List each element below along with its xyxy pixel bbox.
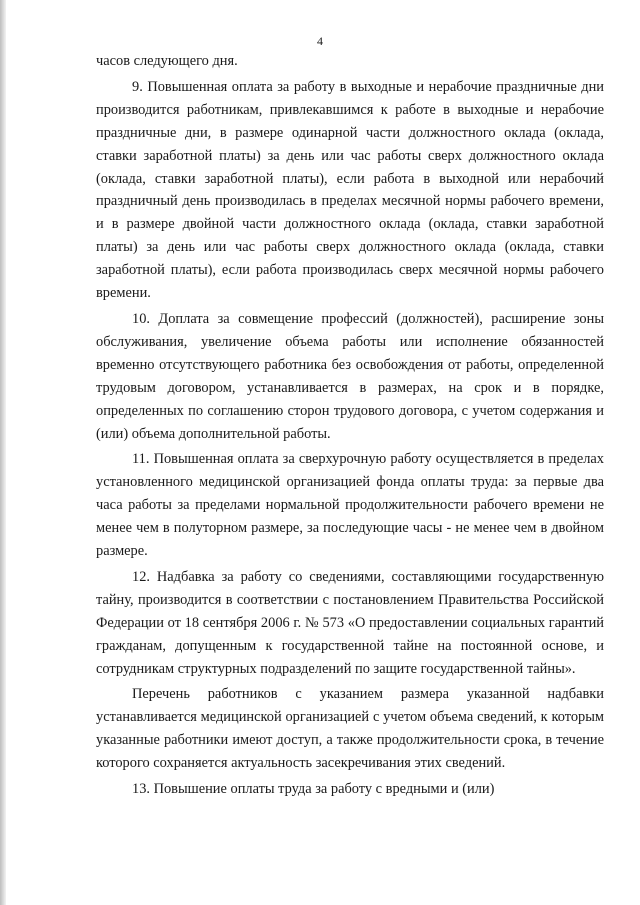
paragraph-item-13: 13. Повышение оплаты труда за работу с вредными и (или)	[132, 781, 495, 798]
paragraph-item-11: 11. Повышенная оплата за сверхурочную работу осуществляется в пределах установленного медицинской организацией фонда оплаты труда: за первые два часа работы за пределами нормальной продолжительности рабочего времени не менее чем в полуторном размере, за последующие часы - не менее чем в двойном размере.	[96, 451, 604, 560]
document-body	[96, 50, 604, 801]
paragraph-item-9: 9. Повышенная оплата за работу в выходные и нерабочие праздничные дни производится работникам, привлекавшимся к работе в выходные и нерабочие праздничные дни, в размере одинарной части должностного оклада (оклада, ставки заработной платы) за день или час работы сверх должностного оклада (оклада, ставки заработной платы), если работа в выходной или нерабочий праздничный день производилась в пределах месячной нормы рабочего времени, и в размере двойной части должностного оклада (оклада, ставки заработной платы) за день или час работы сверх должностного оклада (оклада, ставки заработной платы), если работа производилась сверх месячной нормы рабочего времени.	[96, 78, 604, 302]
paragraph-continuation: часов следующего дня.	[96, 53, 238, 69]
paragraph-item-12: 12. Надбавка за работу со сведениями, составляющими государственную тайну, производится в соответствии с постановлением Правительства Российской Федерации от 18 сентября 2006 г. № 573 «О предоставлении социальных гарантий гражданам, допущенным к государственной тайне на постоянной основе, и сотрудникам структурных подразделений по защите государственной тайны».	[96, 568, 604, 677]
scan-edge-shadow	[0, 0, 6, 905]
paragraph-item-10: 10. Доплата за совмещение профессий (должностей), расширение зоны обслуживания, увеличение объема работы или исполнение обязанностей временно отсутствующего работника без освобождения от работы, определенной трудовым договором, устанавливается в размерах, на срок и в порядке, определенных по соглашению сторон трудового договора, с учетом содержания и (или) объема дополнительной работы.	[96, 310, 604, 442]
page-number: 4	[317, 34, 323, 48]
paragraph-list-of-workers: Перечень работников с указанием размера указанной надбавки устанавливается медицинской организацией с учетом объема сведений, к которым указанные работники имеют доступ, а также продолжительности срока, в течение которого сохраняется актуальность засекречивания этих сведений.	[96, 686, 604, 772]
